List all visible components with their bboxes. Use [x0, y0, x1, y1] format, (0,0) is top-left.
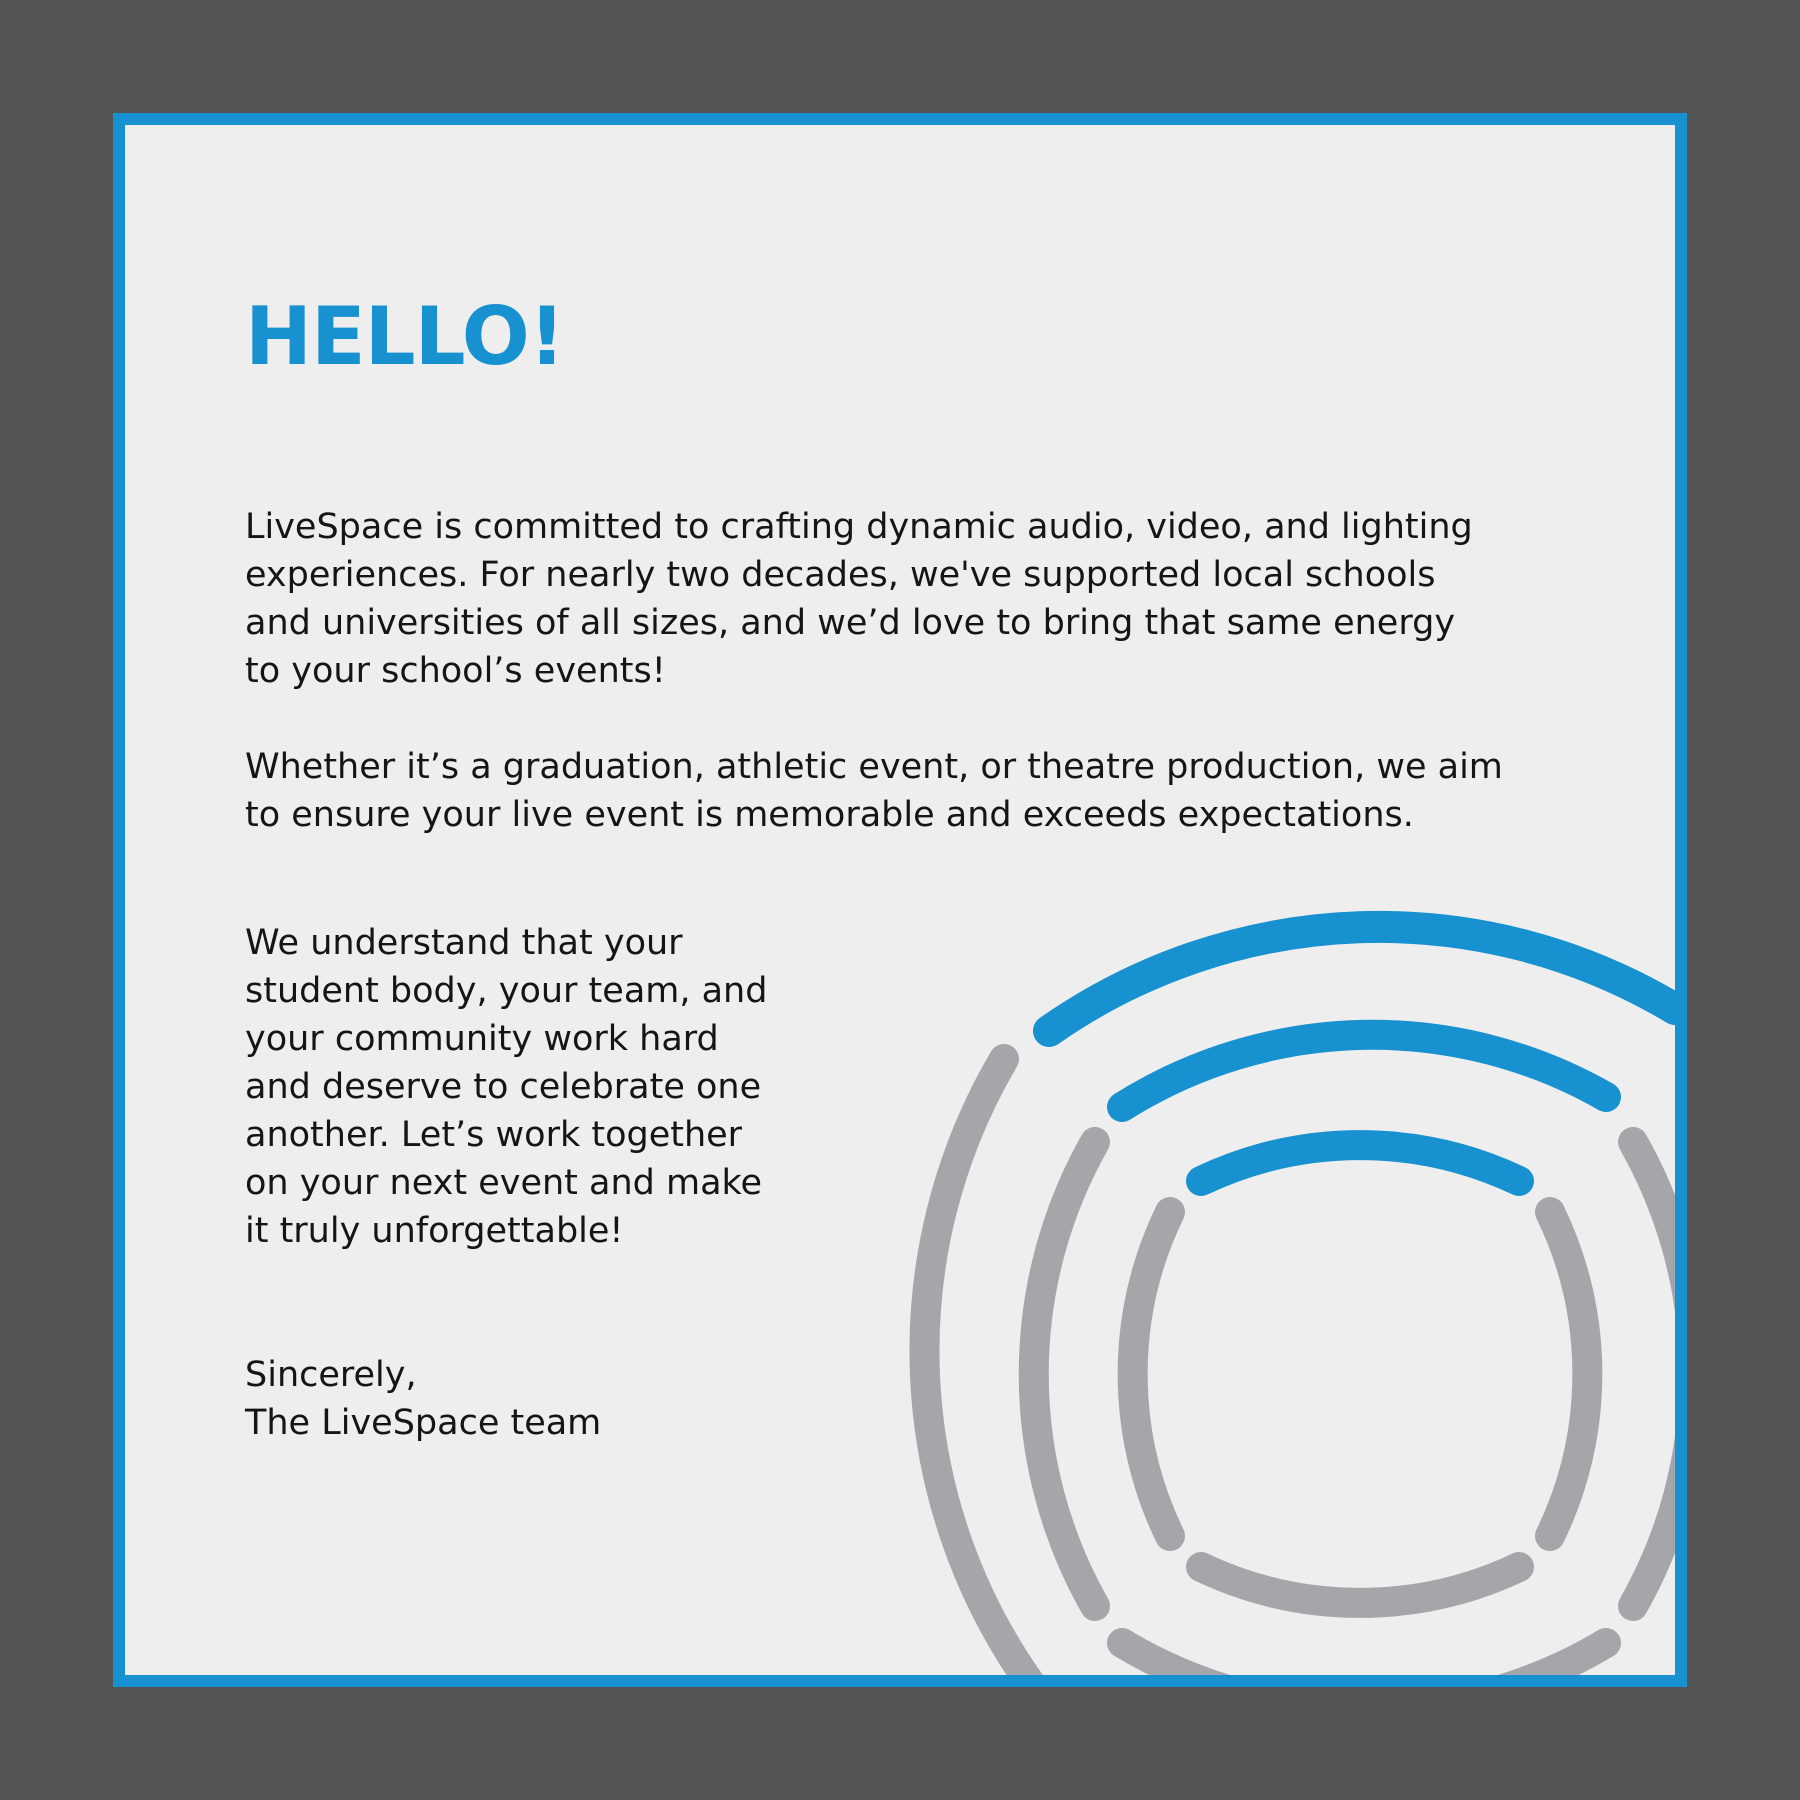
outer-gray-left-arc: [924, 1059, 1033, 1675]
middle-blue-arc: [1122, 1035, 1606, 1107]
middle-gray-bottom-arc: [1122, 1643, 1606, 1675]
inner-gray-bottom-arc: [1201, 1567, 1519, 1603]
inner-gray-left-arc: [1133, 1212, 1170, 1536]
events-paragraph: Whether it’s a graduation, athletic event, or theatre production, we aim to ensure your live event is memorable and exceeds expectations.: [245, 747, 1503, 835]
community-paragraph: We understand that your student body, your team, and your community work hard and deserve to celebrate one another. Let’s work together on your next event and make it truly unforgettable!: [245, 923, 768, 1251]
outer-blue-arc: [1049, 927, 1675, 1031]
concentric-rings-icon: [125, 125, 1675, 1675]
signature-block: Sincerely, The LiveSpace team: [245, 1355, 602, 1443]
inner-blue-arc: [1201, 1145, 1519, 1181]
inner-gray-right-arc: [1550, 1212, 1587, 1536]
intro-paragraph: LiveSpace is committed to crafting dynamic audio, video, and lighting experiences. For nearly two decades, we've supported local schools and universities of all sizes, and we’d love to bring that same energy to your school’s events!: [245, 507, 1473, 691]
letter-card: [113, 113, 1687, 1687]
middle-gray-right-arc: [1633, 1142, 1675, 1606]
letter-heading: HELLO!: [245, 290, 565, 383]
middle-gray-left-arc: [1034, 1142, 1095, 1606]
